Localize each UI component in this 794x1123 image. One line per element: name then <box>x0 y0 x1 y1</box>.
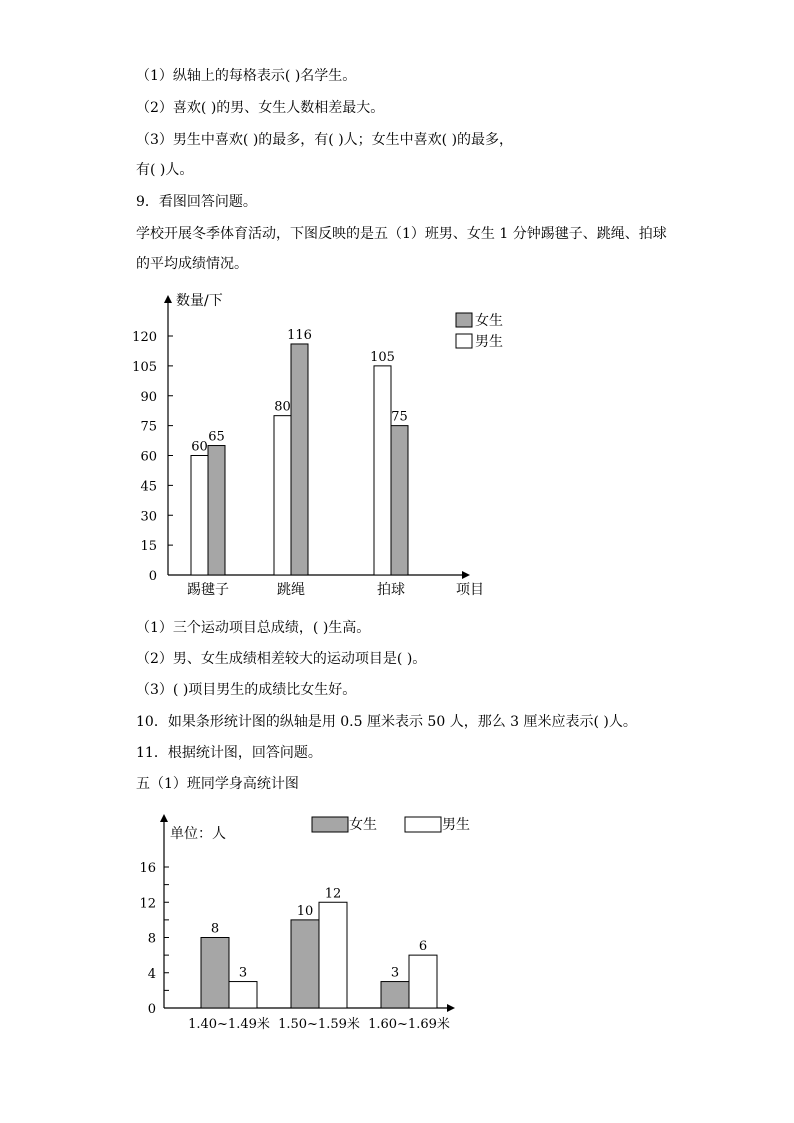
bar-value-label: 65 <box>208 429 225 445</box>
bar-value-label: 80 <box>274 399 291 415</box>
bar-拍球-男生 <box>374 366 391 575</box>
y-axis-label: 数量/下 <box>176 293 223 309</box>
bar-1.50~1.59米-男生 <box>319 902 347 1008</box>
bar-value-label: 105 <box>370 349 395 365</box>
y-tick-label: 105 <box>132 359 157 375</box>
y-tick-label: 60 <box>140 449 157 465</box>
bar-1.60~1.69米-男生 <box>409 955 437 1008</box>
bar-1.40~1.49米-女生 <box>201 938 229 1009</box>
q9-intro-line1: 学校开展冬季体育活动，下图反映的是五（1）班男、女生 1 分钟踢毽子、跳绳、拍球 <box>136 226 667 242</box>
q9-part1: （1）三个运动项目总成绩，( )生高。 <box>136 620 371 636</box>
q9-part3: （3）( )项目男生的成绩比女生好。 <box>136 682 357 698</box>
y-tick-label: 75 <box>140 419 157 435</box>
bar-value-label: 10 <box>296 903 314 919</box>
bar-踢毽子-男生 <box>191 456 208 576</box>
bar-value-label: 60 <box>191 439 208 455</box>
q9-part2: （2）男、女生成绩相差较大的运动项目是( )。 <box>136 651 427 667</box>
legend-swatch-男生 <box>456 334 472 348</box>
q11-chart-title: 五（1）班同学身高统计图 <box>136 776 299 792</box>
x-category-label: 跳绳 <box>277 582 305 598</box>
bar-跳绳-女生 <box>291 344 308 575</box>
q11-title: 11．根据统计图，回答问题。 <box>136 745 322 761</box>
x-category-label: 1.60~1.69米 <box>368 1017 450 1032</box>
bar-踢毽子-女生 <box>208 446 225 575</box>
y-tick-label: 8 <box>147 931 156 947</box>
bar-1.40~1.49米-男生 <box>229 982 257 1008</box>
y-tick-label: 90 <box>140 389 157 405</box>
bar-value-label: 116 <box>287 327 312 343</box>
y-axis-arrow <box>164 295 172 303</box>
bar-1.60~1.69米-女生 <box>381 982 409 1008</box>
y-tick-label: 4 <box>147 966 156 982</box>
y-tick-label: 30 <box>140 509 157 525</box>
y-tick-label: 120 <box>132 330 157 345</box>
y-tick-label: 16 <box>139 861 156 876</box>
bar-value-label: 8 <box>210 921 220 937</box>
y-axis-label: 单位：人 <box>170 826 226 842</box>
legend-label: 女生 <box>475 313 503 329</box>
bar-1.50~1.59米-女生 <box>291 920 319 1008</box>
x-axis-arrow <box>447 1004 455 1012</box>
y-tick-label: 0 <box>147 1002 156 1017</box>
legend-swatch-男生 <box>405 817 441 832</box>
bar-value-label: 3 <box>238 965 248 981</box>
q8-part3-line1: （3）男生中喜欢( )的最多，有( )人；女生中喜欢( )的最多， <box>136 132 514 148</box>
legend-label: 女生 <box>349 817 377 833</box>
chart-height-stats <box>130 808 490 1040</box>
y-axis-arrow <box>160 814 168 822</box>
legend-label: 男生 <box>442 817 470 833</box>
q8-part1: （1）纵轴上的每格表示( )名学生。 <box>136 68 357 84</box>
q9-intro-line2: 的平均成绩情况。 <box>136 256 248 272</box>
legend-swatch-女生 <box>312 817 348 832</box>
bar-拍球-女生 <box>391 426 408 575</box>
x-category-label: 踢毽子 <box>187 582 229 598</box>
legend-label: 男生 <box>475 334 503 350</box>
x-axis-label: 项目 <box>456 582 484 598</box>
y-tick-label: 0 <box>148 569 157 584</box>
bar-value-label: 6 <box>418 939 428 955</box>
q10: 10．如果条形统计图的纵轴是用 0.5 厘米表示 50 人，那么 3 厘米应表示( )人。 <box>136 714 637 730</box>
q8-part2: （2）喜欢( )的男、女生人数相差最大。 <box>136 100 385 116</box>
bar-value-label: 12 <box>324 886 342 902</box>
y-tick-label: 45 <box>140 479 157 495</box>
x-category-label: 拍球 <box>377 582 405 598</box>
y-tick-label: 12 <box>139 896 156 912</box>
x-axis-arrow <box>462 571 470 579</box>
q8-part3-line2: 有( )人。 <box>136 162 194 178</box>
x-category-label: 1.40~1.49米 <box>188 1017 270 1032</box>
y-tick-label: 15 <box>140 539 157 555</box>
bar-跳绳-男生 <box>274 416 291 575</box>
x-category-label: 1.50~1.59米 <box>278 1017 360 1032</box>
bar-value-label: 75 <box>391 409 408 425</box>
chart-sports-scores <box>130 285 503 605</box>
legend-swatch-女生 <box>456 313 472 327</box>
q9-title: 9．看图回答问题。 <box>136 194 257 210</box>
bar-value-label: 3 <box>390 965 400 981</box>
